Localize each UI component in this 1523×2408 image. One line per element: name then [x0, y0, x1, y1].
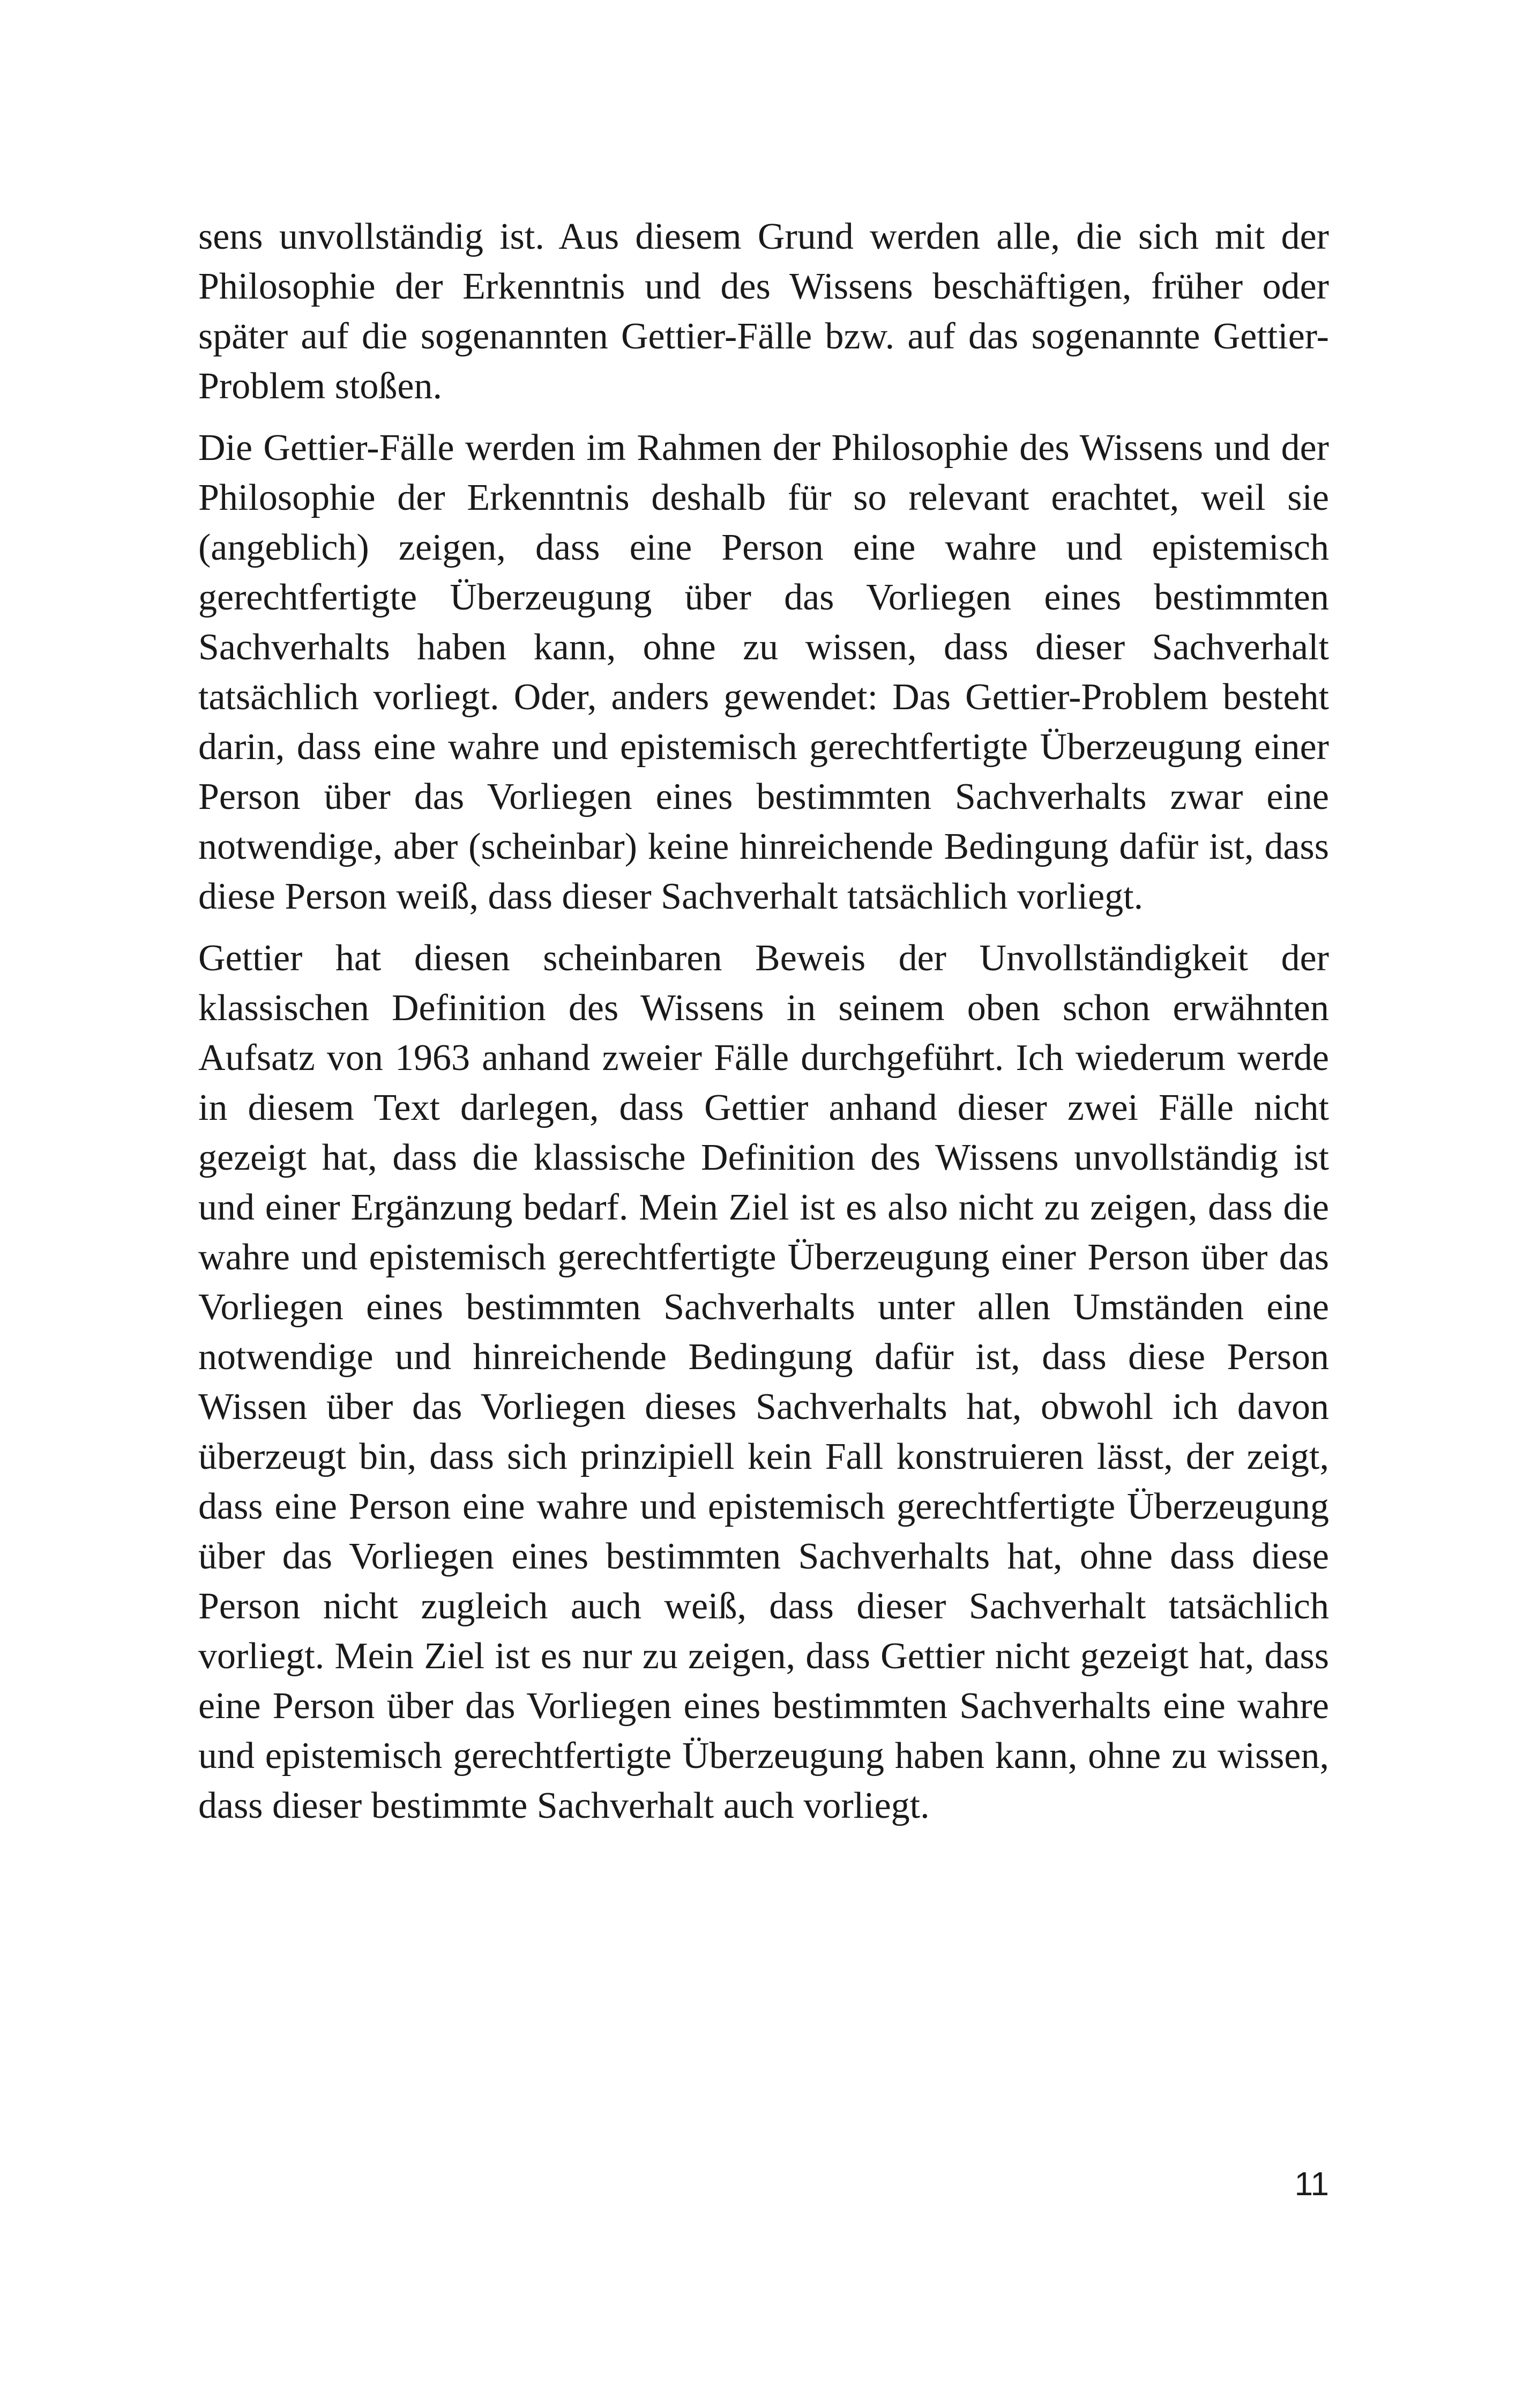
page-number: 11 [1294, 2166, 1329, 2203]
body-text [198, 212, 1329, 1842]
paragraph-3: Gettier hat diesen scheinbaren Beweis der Unvollständigkeit der klassischen Definition des Wissens in seinem oben schon erwähnten Aufsatz von 1963 anhand zweier Fälle durchgeführt. Ich wiederum werde in diesem Text darlegen, dass Gettier anhand dieser zwei Fälle nicht gezeigt hat, dass die klassische Definition des Wissens unvollständig ist und einer Ergänzung bedarf. Mein Ziel ist es also nicht zu zeigen, dass die wahre und epistemisch gerechtfertigte Überzeugung einer Person über das Vorliegen eines bestimmten Sachverhalts unter allen Umständen eine notwendige und hinreichende Bedingung dafür ist, dass diese Person Wissen über das Vorliegen dieses Sachverhalts hat, obwohl ich davon überzeugt bin, dass sich prinzipiell kein Fall konstruieren lässt, der zeigt, dass eine Person eine wahre und epistemisch gerechtfertigte Überzeugung über das Vorliegen eines bestimmten Sachverhalts hat, ohne dass diese Person nicht zugleich auch weiß, dass dieser Sachverhalt tatsächlich vorliegt. Mein Ziel ist es nur zu zeigen, dass Gettier nicht gezeigt hat, dass eine Person über das Vorliegen eines bestimmten Sachverhalts eine wahre und epistemisch gerechtfertigte Überzeugung haben kann, ohne zu wissen, dass dieser bestimmte Sachverhalt auch vorliegt. [198, 938, 1329, 1826]
paragraph-2: Die Gettier-Fälle werden im Rahmen der Philosophie des Wissens und der Philosophie der Erkenntnis deshalb für so relevant erachtet, weil sie (angeblich) zeigen, dass eine Person eine wahre und epistemisch gerechtfertigte Überzeugung über das Vorliegen eines bestimmten Sachverhalts haben kann, ohne zu wissen, dass dieser Sachverhalt tatsächlich vorliegt. Oder, anders gewendet: Das Gettier-Problem besteht darin, dass eine wahre und epistemisch gerechtfertigte Überzeugung einer Person über das Vorliegen eines bestimmten Sachverhalts zwar eine notwendige, aber (scheinbar) keine hinreichende Bedingung dafür ist, dass diese Person weiß, dass dieser Sachverhalt tatsächlich vorliegt. [198, 427, 1329, 917]
paragraph-1: sens unvollständig ist. Aus diesem Grund werden alle, die sich mit der Philosophie der Erkenntnis und des Wissens beschäftigen, früher oder später auf die sogenannten Gettier-Fälle bzw. auf das sogenannte Gettier-Problem stoßen. [198, 216, 1329, 407]
